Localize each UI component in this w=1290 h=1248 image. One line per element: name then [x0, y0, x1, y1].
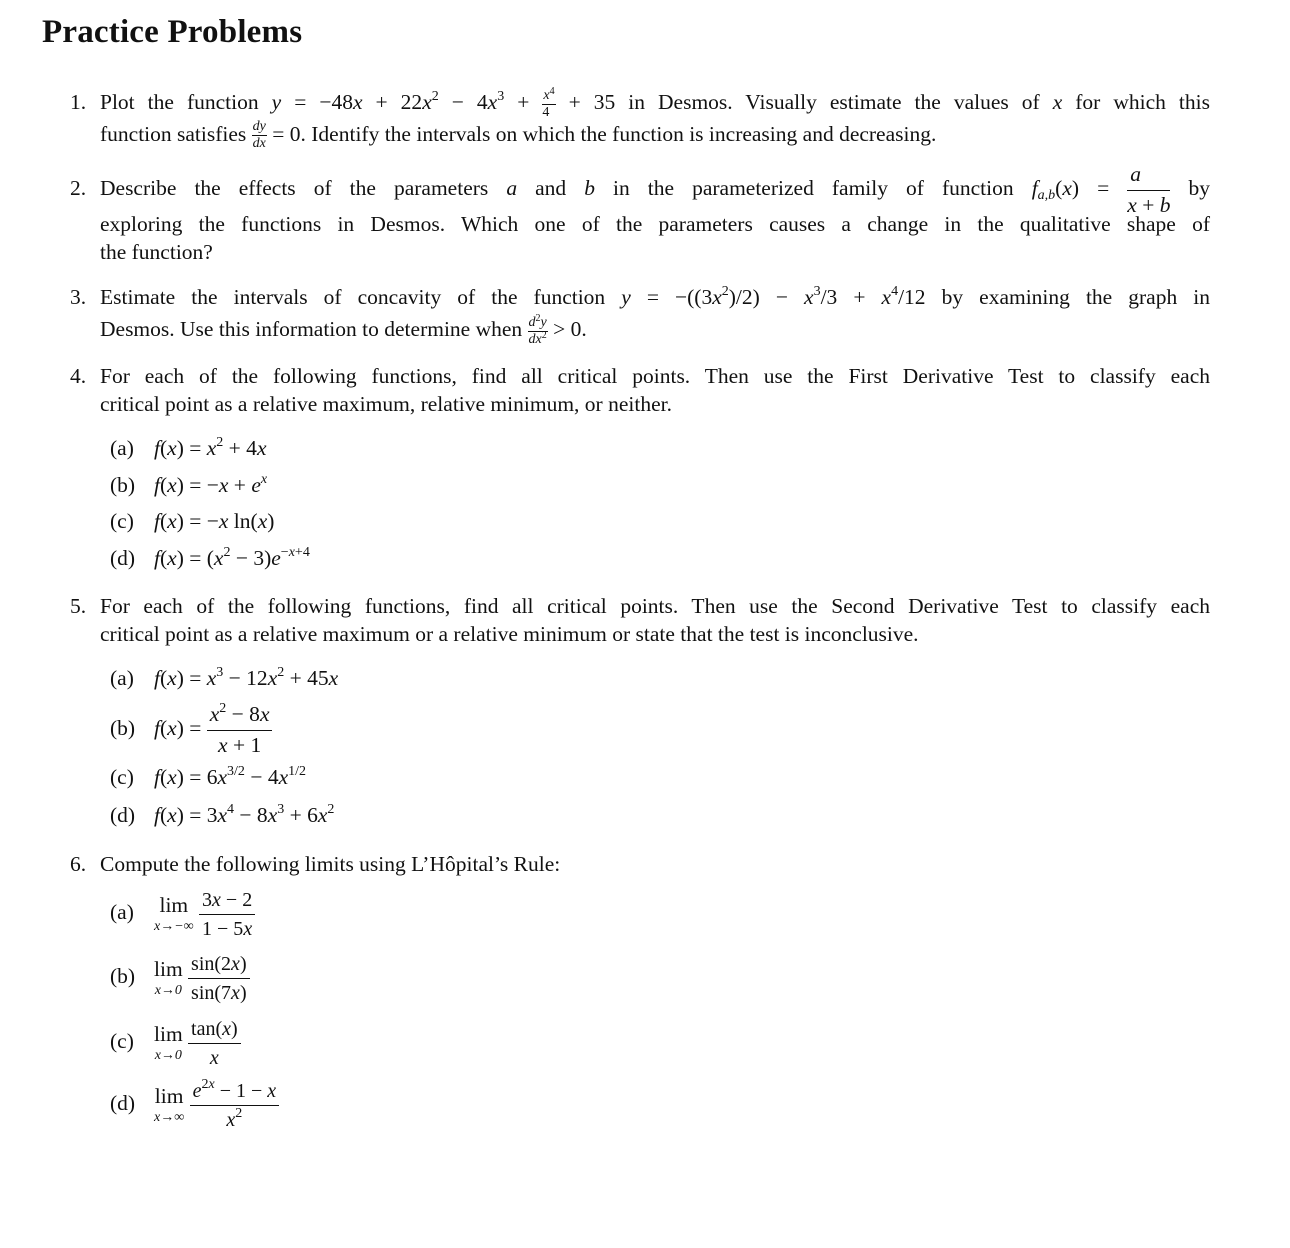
- problem-number: 2.: [70, 176, 87, 200]
- part-label: (d): [110, 803, 136, 827]
- problem-4: [70, 362, 1210, 418]
- part-label: (c): [110, 509, 134, 533]
- problem-3: [70, 283, 1210, 347]
- problem-5-part-d: (d) $f(x) = 3x^4 - 8x^3 + 6x^2$: [110, 802, 335, 827]
- part-label: (a): [110, 900, 134, 925]
- problem-line: Estimate the intervals of concavity of the function $y = -((3x^2)/2) - x^3/3 + x^4/12$ by examining the graph in: [100, 284, 1210, 309]
- problem-2: [70, 160, 1210, 266]
- problem-5: [70, 592, 1210, 648]
- problem-number: 1.: [70, 90, 87, 114]
- problem-line: Plot the function $y = -48x + 22x^2 - 4x^3$ + $\frac{x^4}{4}$ + 35 in Desmos. Visually estimate the values of x for which this: [100, 85, 1210, 120]
- problem-5-part-b: (b) f(x) = $\frac{x^2 - 8x}{x + 1}$: [110, 704, 272, 756]
- part-label: (b): [110, 964, 136, 989]
- problem-line: Desmos. Use this information to determine when $\frac{d^2y}{dx^2}$ > 0.: [100, 312, 587, 347]
- part-label: (b): [110, 473, 136, 497]
- problem-number: 3.: [70, 285, 87, 309]
- part-label: (a): [110, 666, 134, 690]
- problem-1: [70, 85, 1210, 152]
- part-label: (d): [110, 1091, 136, 1116]
- part-label: (c): [110, 765, 134, 789]
- problem-number: 5.: [70, 594, 87, 618]
- problem-5-part-c: (c) $f(x) = 6x^{3/2} - 4x^{1/2}$: [110, 764, 307, 789]
- problem-line: Compute the following limits using L’Hôpital’s Rule:: [100, 852, 561, 876]
- part-label: (a): [110, 436, 134, 460]
- problem-line: For each of the following functions, find all critical points. Then use the First Derivative Test to classify each: [100, 364, 1210, 388]
- problem-6-part-d: (d) lim x→∞ $\frac{e^{2x} - 1 - x}{x^2}$: [110, 1081, 279, 1130]
- problem-6: [70, 850, 1210, 878]
- problem-line: function satisfies $\frac{dy}{dx}$ = 0. Identify the intervals on which the function is increasing and decreasing.: [100, 119, 937, 152]
- problem-4-part-b: (b) $f(x) = -x + e^x$: [110, 472, 268, 497]
- problem-4-part-c: (c) f(x) = −x ln(x): [110, 509, 275, 533]
- problem-line: exploring the functions in Desmos. Which one of the parameters causes a change in the qualitative shape of: [100, 212, 1210, 236]
- part-label: (b): [110, 715, 136, 740]
- problem-line: For each of the following functions, find all critical points. Then use the Second Derivative Test to classify each: [100, 594, 1210, 618]
- problem-6-part-a: (a) lim x→−∞ $\frac{3x - 2}{1 - 5x}$: [110, 890, 255, 939]
- page-title: Practice Problems: [42, 14, 303, 50]
- problem-line: Describe the effects of the parameters a and b in the parameterized family of function $f_{a,b}(x)$ = $\frac{a}{x + b}$ by: [100, 162, 1210, 217]
- part-label: (c): [110, 1029, 134, 1054]
- problem-number: 4.: [70, 364, 87, 388]
- problem-6-part-c: (c) lim x→0 $\frac{\tan(x)}{x}$: [110, 1019, 241, 1068]
- problem-4-part-d: (d) $f(x) = (x^2 - 3)e^{-x+4}$: [110, 545, 310, 570]
- problem-line: the function?: [100, 240, 213, 264]
- problem-line: critical point as a relative maximum or a relative minimum or state that the test is inconclusive.: [100, 622, 919, 646]
- problem-6-part-b: (b) lim x→0 $\frac{\sin(2x)}{\sin(7x)}$: [110, 954, 250, 1003]
- problem-line: critical point as a relative maximum, relative minimum, or neither.: [100, 392, 672, 416]
- problem-number: 6.: [70, 852, 87, 876]
- part-label: (d): [110, 546, 136, 570]
- problem-4-part-a: (a) $f(x) = x^2 + 4x$: [110, 435, 267, 460]
- problem-5-part-a: (a) $f(x) = x^3 - 12x^2 + 45x$: [110, 665, 339, 690]
